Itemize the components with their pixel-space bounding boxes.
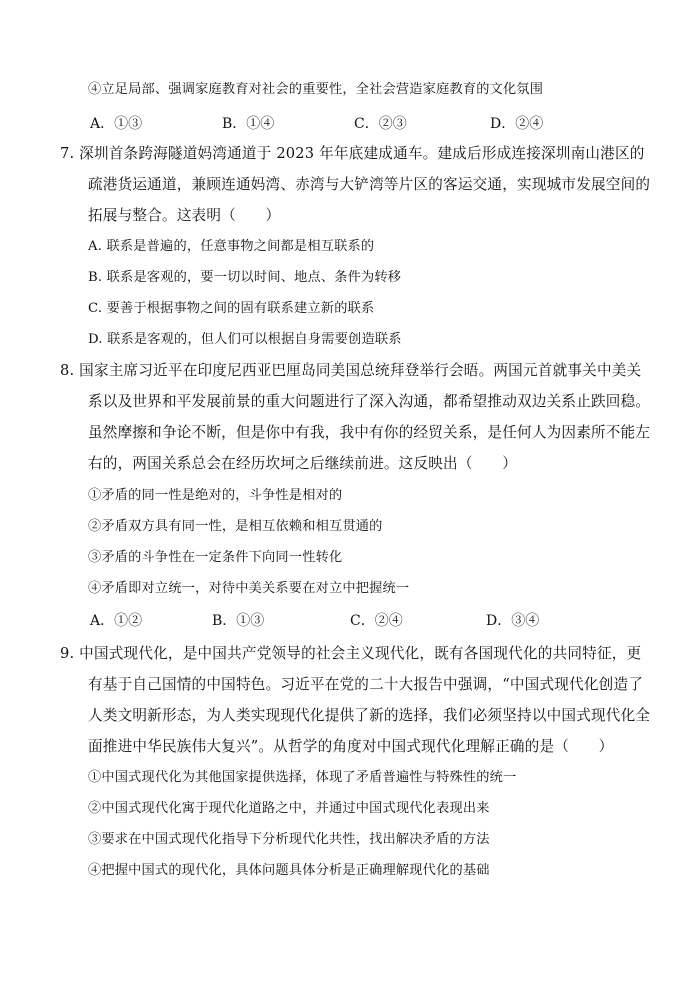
q9-stem-line-4: 面推进中华民族伟大复兴”。从哲学的角度对中国式现代化理解正确的是（ ）	[88, 738, 614, 755]
q8-option-b: B．①③	[212, 613, 265, 629]
q9-statement-3: ③要求在中国式现代化指导下分析现代化共性，找出解决矛盾的方法	[88, 832, 490, 847]
q8-stem-line-4: 右的，两国关系总会在经历坎坷之后继续前进。这反映出（ ）	[88, 455, 518, 472]
q8-stem-line-2: 系以及世界和平发展前景的重大问题进行了深入沟通，都希望推动双边关系止跌回稳。	[88, 393, 651, 410]
q7-stem-line-1: 7. 深圳首条跨海隧道妈湾通道于 2023 年年底建成通车。建成后形成连接深圳南山港区的	[60, 145, 645, 162]
q6-option-b: B．①④	[222, 116, 275, 132]
q6-option-d: D．②④	[490, 116, 544, 132]
q8-option-d: D．③④	[486, 613, 540, 629]
q6-option-c: C．②③	[354, 116, 407, 132]
q7-stem-line-2: 疏港货运通道，兼顾连通妈湾、赤湾与大铲湾等片区的客运交通，实现城市发展空间的	[88, 176, 651, 193]
q9-statement-2: ②中国式现代化寓于现代化道路之中，并通过中国式现代化表现出来	[88, 801, 490, 816]
q8-option-c: C．②④	[350, 613, 403, 629]
q8-statement-1: ①矛盾的同一性是绝对的，斗争性是相对的	[88, 488, 343, 503]
q8-option-a: A．①②	[90, 613, 143, 629]
q7-choice-a: A. 联系是普遍的，任意事物之间都是相互联系的	[88, 239, 375, 254]
q9-stem-line-1: 9. 中国式现代化，是中国共产党领导的社会主义现代化，既有各国现代化的共同特征，更	[60, 645, 642, 662]
q9-statement-4: ④把握中国式的现代化，具体问题具体分析是正确理解现代化的基础	[88, 863, 490, 878]
q7-choice-c: C. 要善于根据事物之间的固有联系建立新的联系	[88, 301, 375, 316]
q9-stem-line-2: 有基于自己国情的中国特色。习近平在党的二十大报告中强调，“中国式现代化创造了	[88, 676, 644, 693]
q8-stem-line-1: 8. 国家主席习近平在印度尼西亚巴厘岛同美国总统拜登举行会晤。两国元首就事关中美关	[60, 362, 642, 379]
q9-statement-1: ①中国式现代化为其他国家提供选择，体现了矛盾普遍性与特殊性的统一	[88, 770, 517, 785]
q7-stem-line-3: 拓展与整合。这表明（ ）	[88, 207, 281, 224]
q6-option-a: A．①③	[90, 116, 143, 132]
q6-statement-4: ④立足局部、强调家庭教育对社会的重要性，全社会营造家庭教育的文化氛围	[88, 82, 544, 97]
q8-statement-2: ②矛盾双方具有同一性，是相互依赖和相互贯通的	[88, 519, 383, 534]
q9-stem-line-3: 人类文明新形态，为人类实现现代化提供了新的选择，我们必须坚持以中国式现代化全	[88, 707, 651, 724]
q7-choice-b: B. 联系是客观的，要一切以时间、地点、条件为转移	[88, 270, 402, 285]
q8-stem-line-3: 虽然摩擦和争论不断，但是你中有我，我中有你的经贸关系，是任何人为因素所不能左	[88, 424, 651, 441]
q8-statement-3: ③矛盾的斗争性在一定条件下向同一性转化	[88, 550, 343, 565]
q7-choice-d: D. 联系是客观的，但人们可以根据自身需要创造联系	[88, 332, 402, 347]
q8-statement-4: ④矛盾即对立统一，对待中美关系要在对立中把握统一	[88, 581, 410, 596]
